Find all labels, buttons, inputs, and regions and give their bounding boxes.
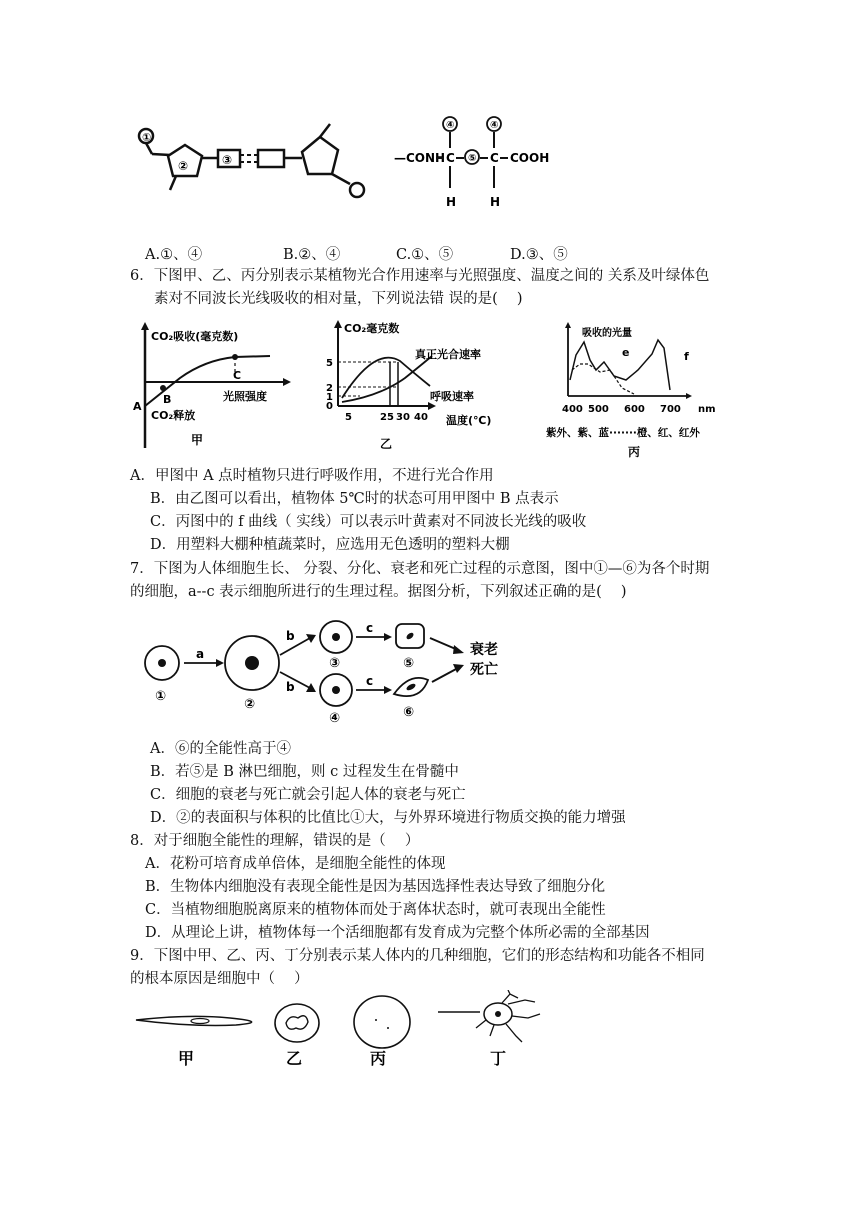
- q5-structure-figure: [130, 110, 560, 220]
- q6-stem-line1: 6．下图甲、乙、丙分别表示某植物光合作用速率与光照强度、温度之间的 关系及叶绿体色: [130, 268, 710, 284]
- svg-text:—CONH: —CONH: [394, 151, 446, 165]
- q7-cell-diagram: [140, 610, 520, 740]
- svg-text:600: 600: [624, 404, 645, 415]
- svg-text:④: ④: [490, 120, 499, 131]
- svg-text:温度(℃): 温度(℃): [446, 414, 492, 427]
- svg-text:30: 30: [396, 412, 410, 423]
- svg-text:e: e: [622, 346, 630, 359]
- svg-text:nm: nm: [698, 404, 716, 415]
- q7-option-b: B．若⑤是 B 淋巴细胞，则 c 过程发生在骨髓中: [150, 764, 459, 780]
- svg-text:5: 5: [345, 412, 352, 423]
- q8-option-a: A．花粉可培育成单倍体，是细胞全能性的体现: [145, 856, 446, 872]
- svg-text:真正光合速率: 真正光合速率: [415, 348, 481, 361]
- svg-text:死亡: 死亡: [470, 662, 498, 678]
- svg-text:A: A: [133, 400, 142, 413]
- svg-text:a: a: [196, 647, 205, 661]
- svg-text:乙: 乙: [380, 437, 393, 451]
- q7-option-a: A．⑥的全能性高于④: [150, 741, 291, 757]
- svg-text:C: C: [446, 151, 455, 165]
- svg-text:丙: 丙: [370, 1049, 387, 1068]
- svg-text:2: 2: [326, 383, 333, 394]
- svg-text:衰老: 衰老: [470, 642, 498, 658]
- q6-stem-line2: 素对不同波长光线吸收的相对量，下列说法错 误的是( ): [154, 291, 523, 307]
- q6-option-c: C．丙图中的 f 曲线（ 实线）可以表示叶黄素对不同波长光线的吸收: [150, 514, 587, 530]
- svg-text:②: ②: [178, 159, 189, 173]
- svg-text:700: 700: [660, 404, 681, 415]
- q9-cells-figure: [130, 990, 550, 1080]
- q6-option-b: B．由乙图可以看出，植物体 5℃时的状态可用甲图中 B 点表示: [150, 491, 559, 507]
- q5-option-d: D.③、⑤: [510, 247, 568, 263]
- svg-text:③: ③: [329, 656, 341, 671]
- q8-stem: 8．对于细胞全能性的理解，错误的是（ ）: [130, 833, 420, 849]
- q8-option-d: D．从理论上讲，植物体每一个活细胞都有发育成为完整个体所必需的全部基因: [145, 925, 650, 941]
- q5-option-b: B.②、④: [283, 247, 341, 263]
- svg-text:④: ④: [446, 120, 455, 131]
- q6-option-a: A．甲图中 A 点时植物只进行呼吸作用，不进行光合作用: [130, 468, 494, 484]
- svg-text:H: H: [490, 195, 501, 209]
- svg-text:COOH: COOH: [510, 151, 550, 165]
- svg-text:甲: 甲: [178, 1049, 195, 1068]
- svg-text:CO₂释放: CO₂释放: [151, 409, 196, 422]
- svg-text:b: b: [286, 680, 295, 694]
- svg-text:40: 40: [414, 412, 428, 423]
- svg-text:紫外、紫、蓝·······橙、红、红外: 紫外、紫、蓝·······橙、红、红外: [546, 427, 700, 439]
- svg-text:H: H: [446, 195, 457, 209]
- svg-text:c: c: [366, 621, 374, 635]
- svg-text:b: b: [286, 629, 295, 643]
- svg-text:①: ①: [155, 689, 167, 704]
- svg-text:⑥: ⑥: [403, 705, 415, 720]
- q6-figure-bing: [538, 320, 748, 460]
- svg-text:⑤: ⑤: [468, 153, 477, 164]
- q9-stem-line1: 9．下图中甲、乙、丙、丁分别表示某人体内的几种细胞，它们的形态结构和功能各不相同: [130, 948, 705, 964]
- svg-text:C: C: [490, 151, 499, 165]
- svg-text:⑤: ⑤: [403, 656, 415, 671]
- svg-text:0: 0: [326, 401, 333, 412]
- svg-text:400: 400: [562, 404, 583, 415]
- svg-text:B: B: [163, 393, 172, 406]
- q8-option-b: B．生物体内细胞没有表现全能性是因为基因选择性表达导致了细胞分化: [145, 879, 606, 895]
- svg-text:③: ③: [222, 153, 233, 167]
- svg-text:乙: 乙: [286, 1049, 303, 1068]
- q5-option-c: C.①、⑤: [396, 247, 454, 263]
- svg-text:吸收的光量: 吸收的光量: [582, 328, 632, 339]
- svg-text:甲: 甲: [191, 433, 204, 447]
- svg-text:②: ②: [244, 697, 256, 712]
- svg-text:500: 500: [588, 404, 609, 415]
- q9-stem-line2: 的根本原因是细胞中（ ）: [130, 971, 309, 987]
- svg-text:f: f: [684, 350, 689, 363]
- svg-text:CO₂毫克数: CO₂毫克数: [344, 322, 400, 335]
- q6-option-d: D．用塑料大棚种植蔬菜时，应选用无色透明的塑料大棚: [150, 537, 510, 553]
- q7-option-c: C．细胞的衰老与死亡就会引起人体的衰老与死亡: [150, 787, 466, 803]
- label-1: ①: [142, 131, 152, 144]
- q6-figure-jia: [125, 320, 295, 450]
- svg-text:CO₂吸收(毫克数): CO₂吸收(毫克数): [151, 330, 239, 343]
- q6-figure-yi: [320, 316, 520, 454]
- svg-text:④: ④: [329, 711, 341, 726]
- svg-text:25: 25: [380, 412, 394, 423]
- svg-text:1: 1: [326, 392, 333, 403]
- svg-text:C: C: [233, 369, 242, 382]
- q7-stem-line1: 7．下图为人体细胞生长、 分裂、分化、衰老和死亡过程的示意图，图中①—⑥为各个时期: [130, 561, 710, 577]
- q7-option-d: D．②的表面积与体积的比值比①大，与外界环境进行物质交换的能力增强: [150, 810, 626, 826]
- svg-text:c: c: [366, 674, 374, 688]
- q7-stem-line2: 的细胞，a--c 表示细胞所进行的生理过程。据图分析，下列叙述正确的是( ): [130, 584, 627, 600]
- svg-text:丙: 丙: [628, 445, 641, 459]
- svg-text:呼吸速率: 呼吸速率: [430, 390, 474, 403]
- q5-option-a: A.①、④: [145, 247, 203, 263]
- svg-text:丁: 丁: [490, 1049, 507, 1068]
- svg-text:5: 5: [326, 358, 333, 369]
- svg-text:光照强度: 光照强度: [223, 390, 267, 403]
- q8-option-c: C．当植物细胞脱离原来的植物体而处于离体状态时，就可表现出全能性: [145, 902, 606, 918]
